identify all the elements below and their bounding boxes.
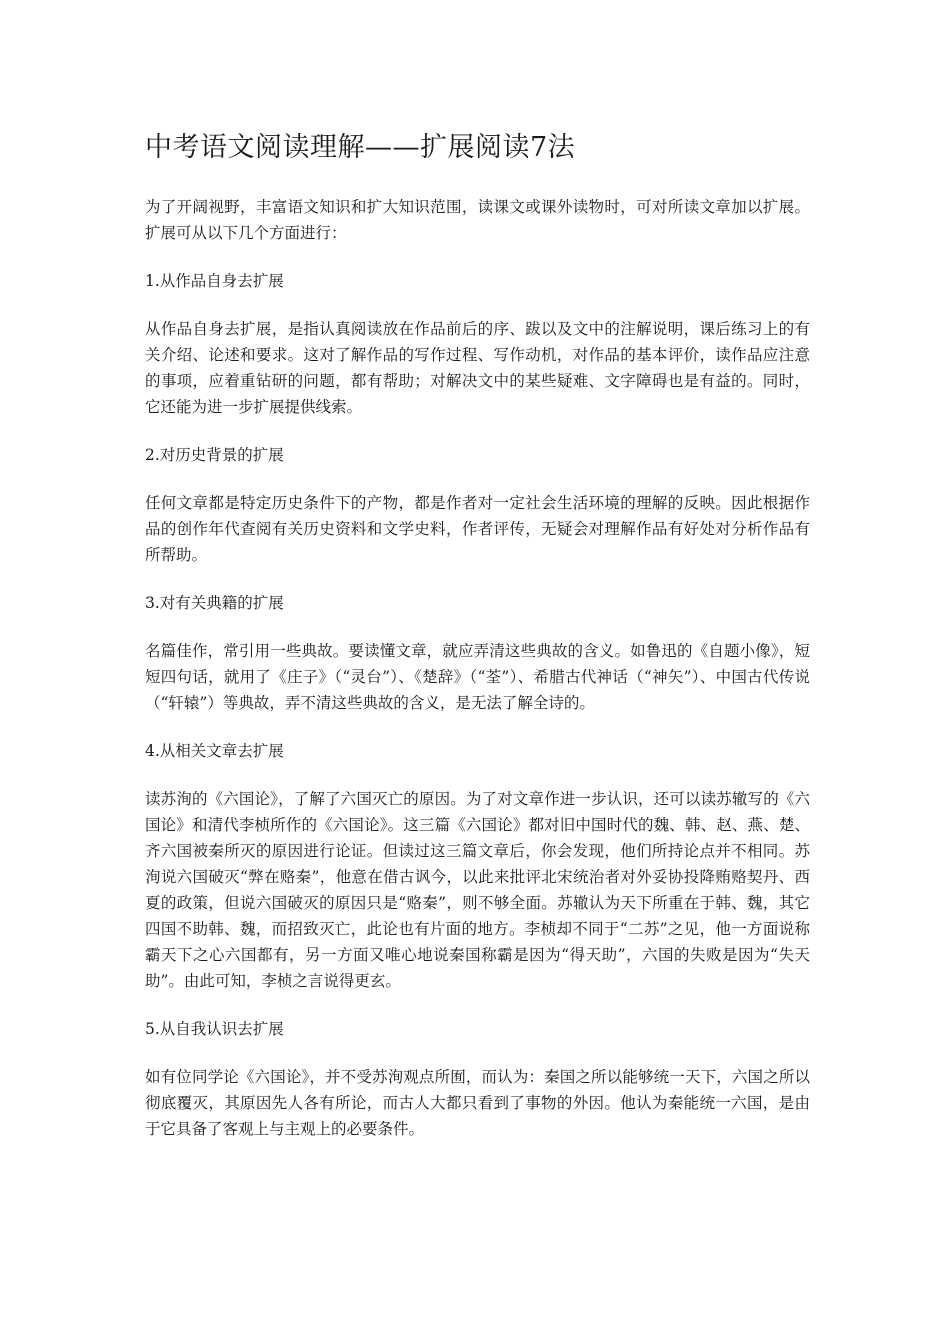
section-body-4: 读苏洵的《六国论》，了解了六国灭亡的原因。为了对文章作进一步认识，还可以读苏辙写的《六国论》和清代李桢所作的《六国论》。这三篇《六国论》都对旧中国时代的魏、韩、赵、燕、楚、齐六国被秦所灭的原因进行论证。但读过这三篇文章后，你会发现，他们所持论点并不相同。苏洵说六国破灭“弊在赂秦”，他意在借古讽今，以此来批评北宋统治者对外妥协投降贿赂契丹、西夏的政策，但说六国破灭的原因只是“赂秦”，则不够全面。苏辙认为天下所重在于韩、魏，其它四国不助韩、魏，而招致灭亡，此论也有片面的地方。李桢却不同于“二苏”之见，他一方面说称霸天下之心六国都有，另一方面又唯心地说秦国称霸是因为“得天助”，六国的失败是因为“失天助”。由此可知，李桢之言说得更玄。: [145, 790, 810, 990]
section-heading-3: 3.对有关典籍的扩展: [145, 594, 284, 612]
section-body-5: 如有位同学论《六国论》，并不受苏洵观点所囿，而认为：秦国之所以能够统一天下，六国之所以彻底覆灭，其原因先人各有所论，而古人大都只看到了事物的外因。他认为秦能统一六国，是由于它具备了客观上与主观上的必要条件。: [145, 1068, 810, 1138]
section-body-1: 从作品自身去扩展，是指认真阅读放在作品前后的序、跋以及文中的注解说明，课后练习上的有关介绍、论述和要求。这对了解作品的写作过程、写作动机，对作品的基本评价，读作品应注意的事项，应着重钻研的问题，都有帮助；对解决文中的某些疑难、文字障碍也是有益的。同时，它还能为进一步扩展提供线索。: [145, 320, 810, 416]
document-page: [145, 128, 810, 1164]
section-heading-2: 2.对历史背景的扩展: [145, 446, 284, 464]
section-body-2: 任何文章都是特定历史条件下的产物，都是作者对一定社会生活环境的理解的反映。因此根据作品的创作年代查阅有关历史资料和文学史料，作者评传，无疑会对理解作品有好处对分析作品有所帮助。: [145, 494, 810, 564]
section-heading-1: 1.从作品自身去扩展: [145, 272, 284, 290]
section-body-3: 名篇佳作，常引用一些典故。要读懂文章，就应弄清这些典故的含义。如鲁迅的《自题小像》，短短四句话，就用了《庄子》（“灵台”）、《楚辞》（“荃”）、希腊古代神话（“神矢”）、中国古代传说（“轩辕”）等典故，弄不清这些典故的含义，是无法了解全诗的。: [145, 642, 810, 712]
page-title: 中考语文阅读理解——扩展阅读7法: [145, 132, 576, 163]
intro-paragraph: 为了开阔视野，丰富语文知识和扩大知识范围，读课文或课外读物时，可对所读文章加以扩展。扩展可从以下几个方面进行：: [145, 198, 810, 242]
section-heading-5: 5.从自我认识去扩展: [145, 1020, 284, 1038]
section-heading-4: 4.从相关文章去扩展: [145, 742, 284, 760]
